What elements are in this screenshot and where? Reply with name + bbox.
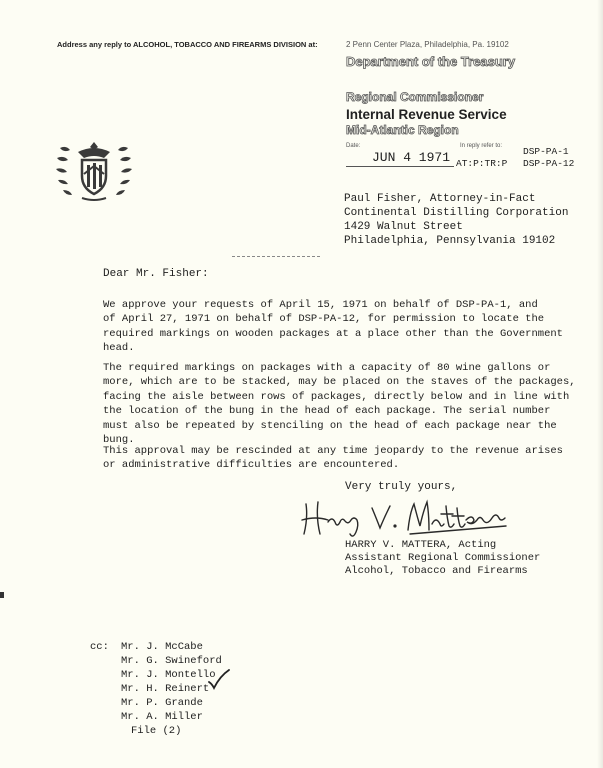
complimentary-close: Very truly yours, [345, 481, 458, 493]
signer-division: Alcohol, Tobacco and Firearms [345, 565, 528, 577]
cc-recipient: Mr. J. Montello [121, 669, 216, 681]
scan-shadow [597, 0, 603, 768]
body-line: required markings on wooden packages at a place other than the Government [103, 327, 563, 340]
body-line: must also be repeated by stenciling on the head of each package near the [103, 419, 557, 432]
cc-recipient: Mr. H. Reinert [121, 683, 210, 695]
body-line: head. [103, 342, 135, 355]
recipient-line: Philadelphia, Pennsylvania 19102 [344, 235, 556, 247]
body-line: facing the aisle between rows of packages, directly below and in line with [103, 390, 570, 403]
salutation: Dear Mr. Fisher: [103, 268, 209, 280]
date-label: Date: [346, 143, 361, 149]
checkmark-icon [207, 668, 231, 695]
cc-file-copies: File (2) [131, 725, 182, 737]
cc-label: cc: [90, 641, 109, 653]
reference-permit-1: DSP-PA-1 [523, 146, 569, 157]
body-line: This approval may be rescinded at any time jeopardy to the revenue arises [103, 445, 563, 457]
region-heading: Mid-Atlantic Region [346, 123, 459, 137]
body-paragraph-3 [103, 444, 563, 473]
reply-refer-label: In reply refer to: [460, 143, 503, 149]
body-line: more, which are to be stacked, may be placed on the staves of the packages, [103, 376, 576, 389]
handwritten-signature [300, 498, 515, 545]
treasury-emblem-icon [54, 138, 134, 209]
body-line: The required markings on packages with a capacity of 80 wine gallons or [103, 362, 551, 374]
reference-symbol: AT:P:TR:P [456, 158, 508, 169]
body-line: We approve your requests of April 15, 1971 on behalf of DSP-PA-1, and [103, 299, 538, 311]
body-line: or administrative difficulties are encountered. [103, 459, 400, 472]
division-address: 2 Penn Center Plaza, Philadelphia, Pa. 19102 [346, 40, 509, 49]
cc-recipient: Mr. J. McCabe [121, 641, 203, 653]
signer-title: Assistant Regional Commissioner [345, 552, 541, 564]
scan-edge-mark [0, 592, 4, 598]
irs-heading: Internal Revenue Service [346, 107, 507, 122]
recipient-line: Continental Distilling Corporation [344, 207, 569, 219]
letter-date: JUN 4 1971 [372, 150, 451, 165]
cc-recipient: Mr. G. Swineford [121, 655, 222, 667]
recipient-line: 1429 Walnut Street [344, 221, 463, 233]
department-name: Department of the Treasury [346, 54, 516, 69]
cc-recipient: Mr. A. Miller [121, 711, 203, 723]
reference-permit-2: DSP-PA-12 [523, 158, 575, 169]
body-line: of April 27, 1971 on behalf of DSP-PA-12, for permission to locate the [103, 313, 545, 326]
body-paragraph-1 [103, 298, 563, 356]
body-line: bung. [103, 434, 135, 447]
body-line: the location of the bung in the head of each package. The serial number [103, 405, 551, 418]
signer-name: HARRY V. MATTERA, Acting [345, 539, 497, 551]
cc-recipient: Mr. P. Grande [121, 697, 203, 709]
separator-line [232, 256, 320, 258]
date-underline [346, 166, 454, 167]
reply-to-instruction: Address any reply to ALCOHOL, TOBACCO AND FIREARMS DIVISION at: [57, 40, 318, 49]
body-paragraph-2 [103, 361, 576, 447]
recipient-line: Paul Fisher, Attorney-in-Fact [344, 193, 536, 205]
regional-commissioner-heading: Regional Commissioner [346, 90, 484, 104]
